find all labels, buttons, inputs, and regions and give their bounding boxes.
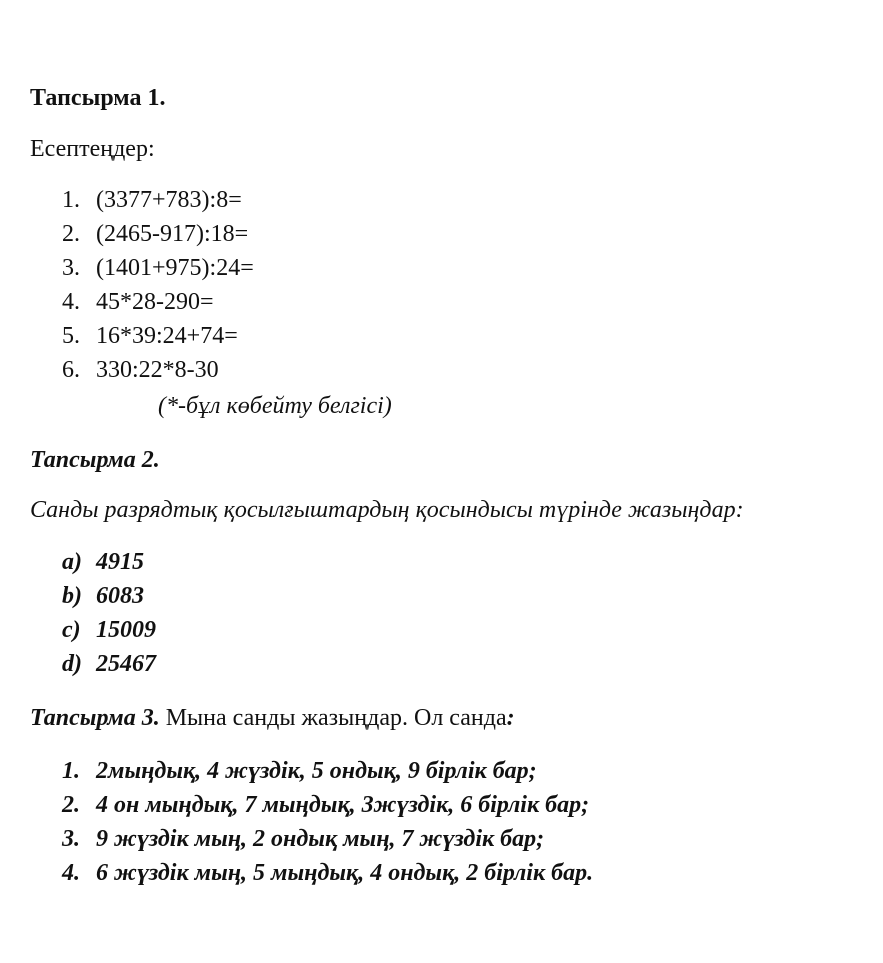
task3-item-text: 6 жүздік мың, 5 мыңдық, 4 ондық, 2 бірлік бар. (96, 860, 594, 886)
task3-item-number: 4. (62, 860, 80, 886)
task1-item-1 (62, 188, 242, 212)
task3-colon: : (506, 705, 515, 731)
task3-item-text: 9 жүздік мың, 2 ондық мың, 7 жүздік бар; (96, 826, 545, 852)
task2-item-letter: c) (62, 617, 81, 643)
task1-item-3 (62, 256, 254, 280)
task1-item-number: 1. (62, 187, 80, 213)
task2-item-d (62, 652, 156, 676)
task2-item-text: 6083 (96, 583, 144, 609)
task1-item-4 (62, 290, 214, 314)
task1-instruction: Есептеңдер: (30, 136, 155, 162)
task2-item-text: 25467 (96, 651, 156, 677)
task2-item-c (62, 618, 156, 642)
task3-title: Тапсырма 3. (30, 705, 160, 731)
task1-item-text: (1401+975):24= (96, 255, 254, 281)
task3-item-number: 1. (62, 758, 80, 784)
task3-item-text: 4 он мыңдық, 7 мыңдық, 3жүздік, 6 бірлік бар; (96, 792, 590, 818)
task2-item-letter: a) (62, 549, 82, 575)
task1-item-number: 2. (62, 221, 80, 247)
task2-item-text: 4915 (96, 549, 144, 575)
task1-item-text: 45*28-290= (96, 289, 214, 315)
task3-instruction: Мына санды жазыңдар. Ол санда (159, 705, 507, 731)
task2-title: Тапсырма 2. (30, 447, 160, 473)
task3-item-number: 3. (62, 826, 80, 852)
task1-item-text: 330:22*8-30 (96, 357, 219, 383)
task1-item-number: 5. (62, 323, 80, 349)
task1-item-5 (62, 324, 238, 348)
task2-instruction: Санды разрядтық қосылғыштардың қосындысы түрінде жазыңдар: (30, 497, 744, 523)
task2-item-letter: b) (62, 583, 82, 609)
task1-item-2 (62, 222, 248, 246)
task1-item-number: 6. (62, 357, 80, 383)
task2-item-text: 15009 (96, 617, 156, 643)
task2-item-a (62, 550, 144, 574)
task1-item-number: 3. (62, 255, 80, 281)
task3-item-1 (62, 759, 537, 783)
task3-item-4 (62, 861, 593, 885)
task1-item-number: 4. (62, 289, 80, 315)
task3-item-number: 2. (62, 792, 80, 818)
task1-item-text: (2465-917):18= (96, 221, 249, 247)
task2-item-b (62, 584, 144, 608)
task1-title: Тапсырма 1. (30, 85, 166, 111)
task1-note: (*-бұл көбейту белгісі) (158, 393, 392, 419)
task1-item-text: (3377+783):8= (96, 187, 242, 213)
task3-item-text: 2мыңдық, 4 жүздік, 5 ондық, 9 бірлік бар; (96, 758, 537, 784)
task3-item-3 (62, 827, 544, 851)
task2-item-letter: d) (62, 651, 82, 677)
task1-item-6 (62, 358, 219, 382)
task1-item-text: 16*39:24+74= (96, 323, 238, 349)
task3-item-2 (62, 793, 589, 817)
task3-heading (30, 706, 515, 730)
